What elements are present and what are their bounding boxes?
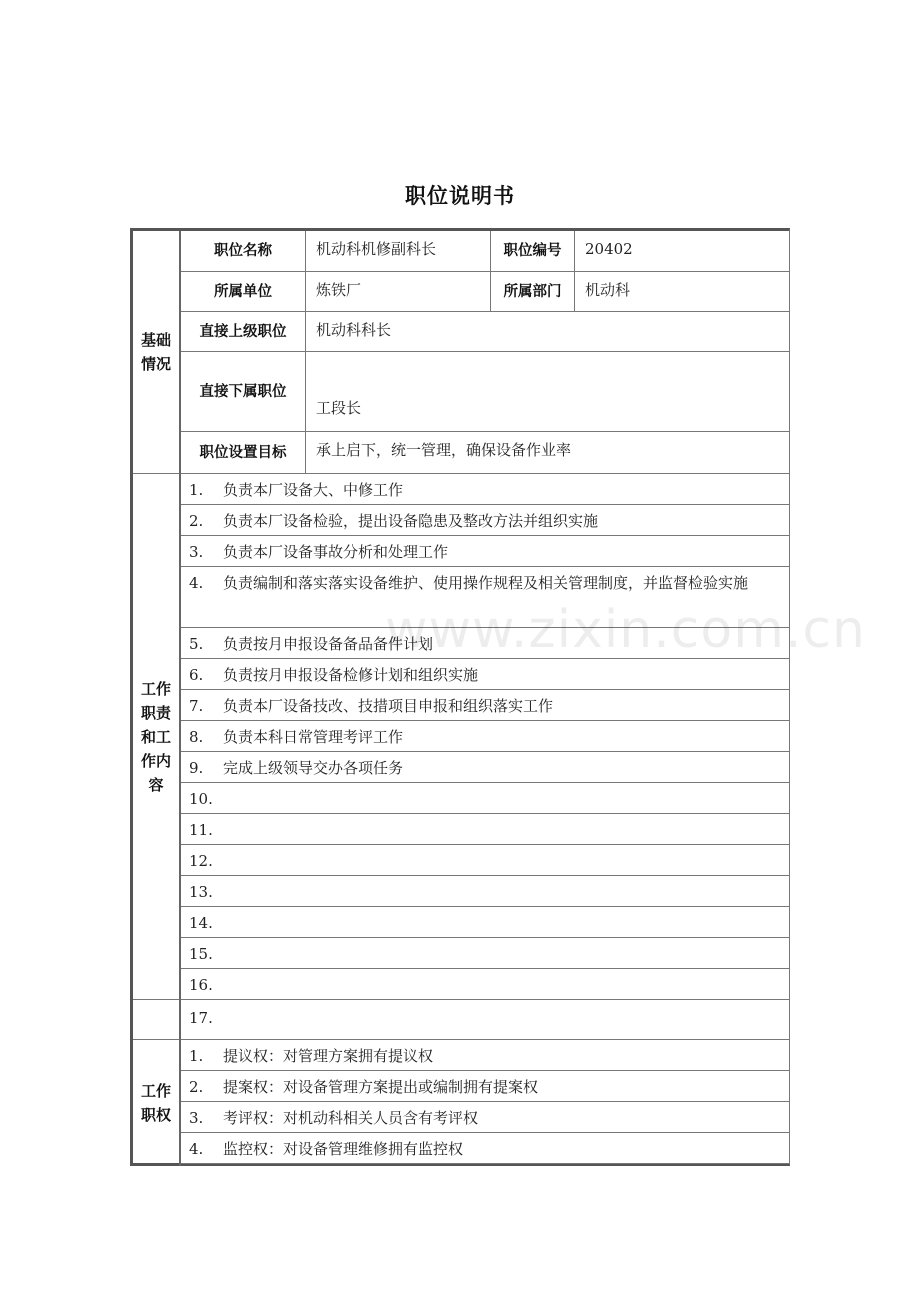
row-number: 1. xyxy=(189,1047,204,1065)
row-number: 4. xyxy=(189,1140,204,1158)
row-text: 负责本厂设备技改、技措项目申报和组织落实工作 xyxy=(223,697,554,715)
row-text: 负责编制和落实落实设备维护、使用操作规程及相关管理制度，并监督检验实施 xyxy=(223,574,749,592)
table-row xyxy=(181,1040,789,1071)
row-text: 负责本科日常管理考评工作 xyxy=(223,728,404,746)
table-row xyxy=(181,536,789,567)
row-text: 提议权：对管理方案拥有提议权 xyxy=(223,1047,434,1065)
table-row xyxy=(181,1071,789,1102)
row-number: 1. xyxy=(189,481,204,499)
table-row xyxy=(181,1133,789,1164)
department-label: 所属部门 xyxy=(491,272,575,312)
row-text: 负责本厂设备检验，提出设备隐患及整改方法并组织实施 xyxy=(223,512,599,530)
row-number: 9. xyxy=(189,759,204,777)
goal-value: 承上启下，统一管理，确保设备作业率 xyxy=(306,432,789,474)
row-number: 16. xyxy=(189,976,213,994)
row-number: 15. xyxy=(189,945,213,963)
table-row xyxy=(181,505,789,536)
row-number: 8. xyxy=(189,728,204,746)
table-row xyxy=(181,752,789,783)
table-row xyxy=(181,1102,789,1133)
table-row xyxy=(181,721,789,752)
table-row xyxy=(181,628,789,659)
document-title: 职位说明书 xyxy=(405,184,515,208)
job-description-table xyxy=(130,228,790,1166)
table-row xyxy=(181,876,789,907)
row-number: 11. xyxy=(189,821,213,839)
row-number: 3. xyxy=(189,1109,204,1127)
row-text: 完成上级领导交办各项任务 xyxy=(223,759,404,777)
row-text: 负责本厂设备大、中修工作 xyxy=(223,481,404,499)
section-empty-label xyxy=(133,1000,181,1040)
row-number: 10. xyxy=(189,790,213,808)
table-row xyxy=(181,567,789,628)
subordinate-label: 直接下属职位 xyxy=(181,352,306,432)
row-number: 14. xyxy=(189,914,213,932)
superior-value: 机动科科长 xyxy=(306,312,789,352)
subordinate-value xyxy=(306,352,789,432)
table-row xyxy=(181,474,789,505)
department-value: 机动科 xyxy=(575,272,789,312)
section-authority-label: 工作职权 xyxy=(133,1040,181,1166)
position-name-label: 职位名称 xyxy=(181,231,306,272)
section-basic-label: 基础情况 xyxy=(133,231,181,474)
row-number: 5. xyxy=(189,635,204,653)
subordinate-text: 工段长 xyxy=(316,399,362,417)
table-row xyxy=(181,659,789,690)
table-row xyxy=(181,783,789,814)
row-text: 负责按月申报设备检修计划和组织实施 xyxy=(223,666,479,684)
row-number: 7. xyxy=(189,697,204,715)
section-duties-label: 工作职责和工作内容 xyxy=(133,474,181,1000)
authority-list xyxy=(181,1040,789,1160)
unit-value: 炼铁厂 xyxy=(306,272,491,312)
position-code-label: 职位编号 xyxy=(491,231,575,272)
row-number: 2. xyxy=(189,512,204,530)
table-row xyxy=(181,969,789,1000)
row-text: 考评权：对机动科相关人员含有考评权 xyxy=(223,1109,479,1127)
table-row xyxy=(181,814,789,845)
row-text: 负责按月申报设备备品备件计划 xyxy=(223,635,434,653)
row-text: 监控权：对设备管理维修拥有监控权 xyxy=(223,1140,464,1158)
table-row xyxy=(181,938,789,969)
table-row xyxy=(181,907,789,938)
position-code-value: 20402 xyxy=(575,231,789,272)
row-number: 6. xyxy=(189,666,204,684)
watermark: www.zixin.com.cn xyxy=(385,600,866,660)
row-number: 2. xyxy=(189,1078,204,1096)
row-text: 负责本厂设备事故分析和处理工作 xyxy=(223,543,449,561)
duty-row-extra xyxy=(181,1000,789,1040)
row-number: 3. xyxy=(189,543,204,561)
duty-number: 17. xyxy=(189,1009,213,1027)
row-number: 12. xyxy=(189,852,213,870)
position-name-value: 机动科机修副科长 xyxy=(306,231,491,272)
row-number: 4. xyxy=(189,574,204,592)
unit-label: 所属单位 xyxy=(181,272,306,312)
superior-label: 直接上级职位 xyxy=(181,312,306,352)
goal-label: 职位设置目标 xyxy=(181,432,306,474)
row-text: 提案权：对设备管理方案提出或编制拥有提案权 xyxy=(223,1078,539,1096)
row-number: 13. xyxy=(189,883,213,901)
table-row xyxy=(181,845,789,876)
duties-list xyxy=(181,474,789,1000)
table-row xyxy=(181,690,789,721)
